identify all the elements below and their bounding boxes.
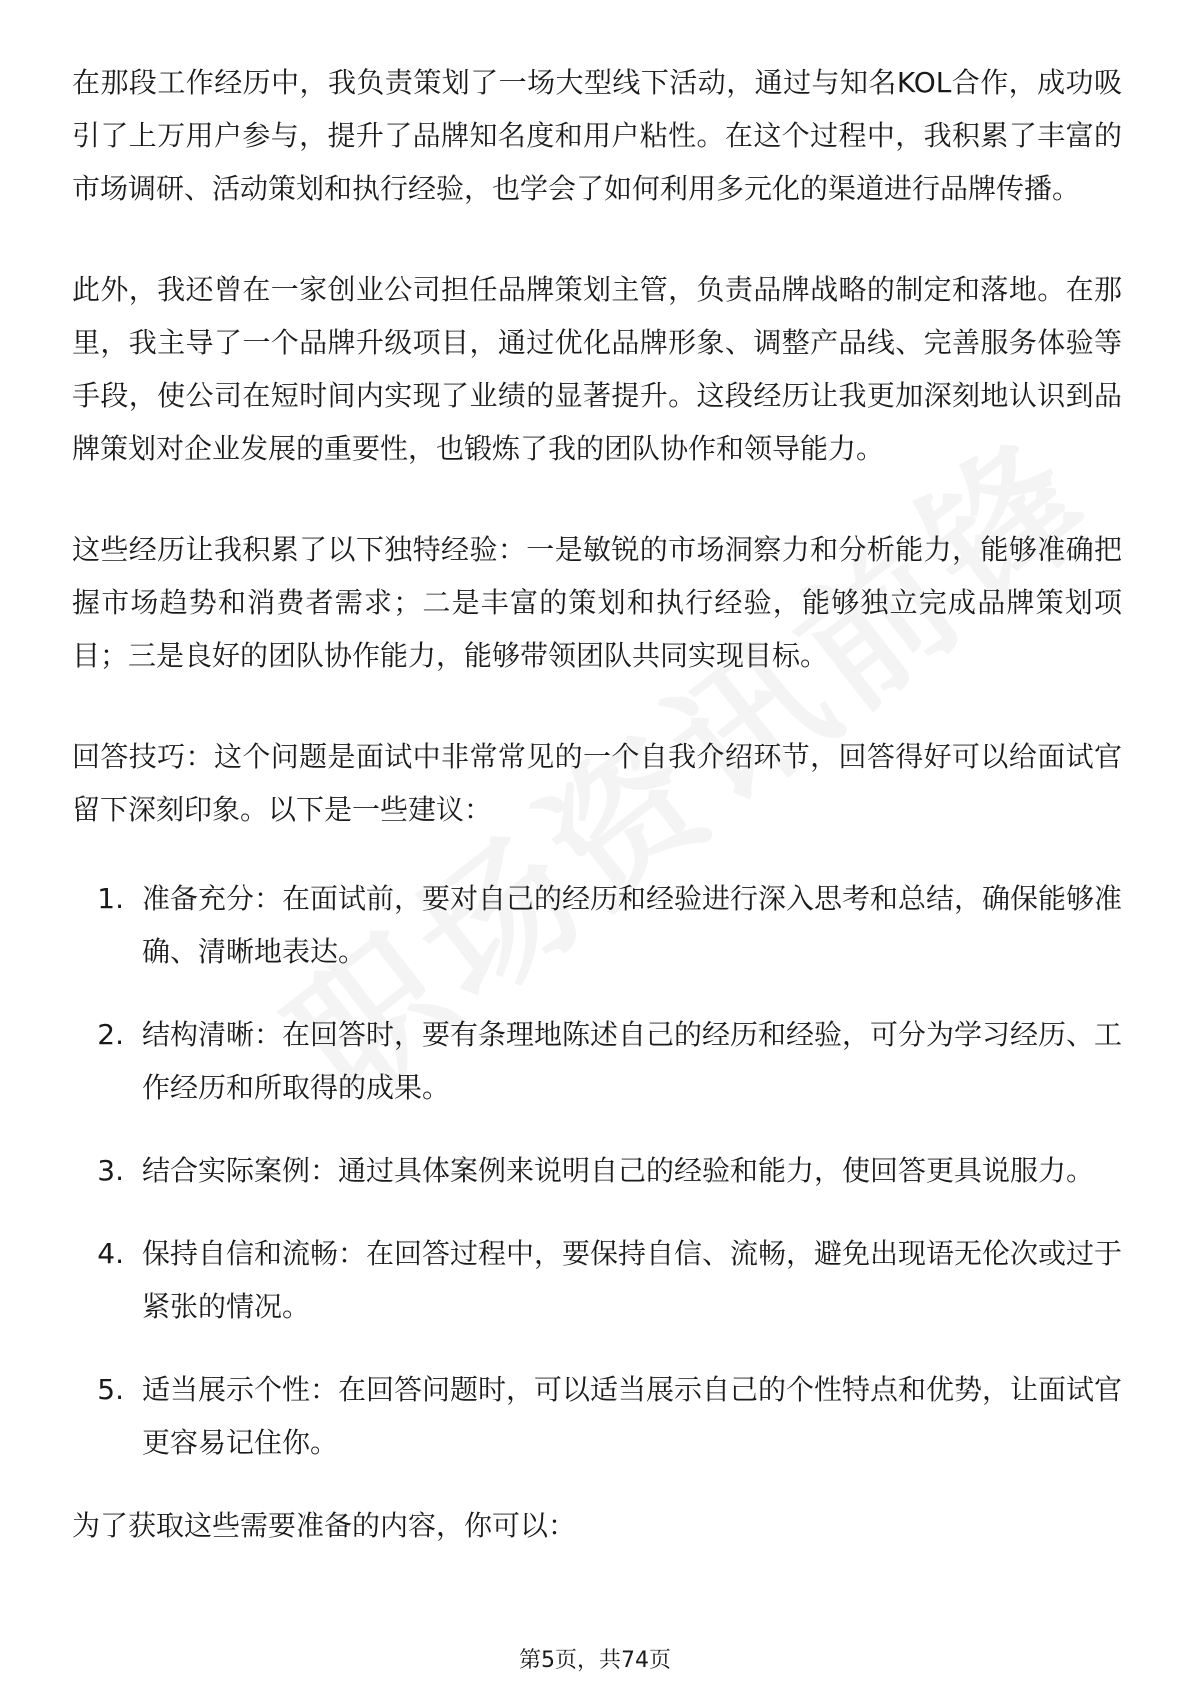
paragraph-startup-experience: 此外，我还曾在一家创业公司担任品牌策划主管，负责品牌战略的制定和落地。在那里，我主导了一个品牌升级项目，通过优化品牌形象、调整产品线、完善服务体验等手段，使公司在短时间内实现了业绩的显著提升。这段经历让我更加深刻地认识到品牌策划对企业发展的重要性，也锻炼了我的团队协作和领导能力。 bbox=[72, 273, 1122, 465]
page-content bbox=[72, 56, 1122, 1552]
paragraph-unique-experience: 这些经历让我积累了以下独特经验：一是敏锐的市场洞察力和分析能力，能够准确把握市场趋势和消费者需求；二是丰富的策划和执行经验，能够独立完成品牌策划项目；三是良好的团队协作能力，能够带领团队共同实现目标。 bbox=[72, 533, 1122, 672]
list-item-number: 4. bbox=[97, 1237, 124, 1270]
list-item bbox=[72, 1008, 1122, 1114]
tips-list bbox=[72, 872, 1122, 1469]
paragraph-answer-tips-intro: 回答技巧：这个问题是面试中非常常见的一个自我介绍环节，回答得好可以给面试官留下深刻印象。以下是一些建议： bbox=[72, 740, 1122, 826]
list-item-text: 适当展示个性：在回答问题时，可以适当展示自己的个性特点和优势，让面试官更容易记住你。 bbox=[142, 1373, 1123, 1459]
list-item bbox=[72, 1363, 1122, 1469]
list-item bbox=[72, 1144, 1122, 1197]
list-item-number: 1. bbox=[97, 882, 124, 915]
list-item-number: 2. bbox=[97, 1018, 124, 1051]
list-item bbox=[72, 872, 1122, 978]
list-item-text: 保持自信和流畅：在回答过程中，要保持自信、流畅，避免出现语无伦次或过于紧张的情况。 bbox=[142, 1237, 1123, 1323]
list-item-text: 准备充分：在面试前，要对自己的经历和经验进行深入思考和总结，确保能够准确、清晰地表达。 bbox=[142, 882, 1123, 968]
list-item-number: 5. bbox=[97, 1373, 124, 1406]
list-item-text: 结合实际案例：通过具体案例来说明自己的经验和能力，使回答更具说服力。 bbox=[142, 1154, 1095, 1187]
list-item bbox=[72, 1227, 1122, 1333]
page-number-footer: 第5页，共74页 bbox=[519, 1648, 671, 1673]
paragraph-work-experience: 在那段工作经历中，我负责策划了一场大型线下活动，通过与知名KOL合作，成功吸引了上万用户参与，提升了品牌知名度和用户粘性。在这个过程中，我积累了丰富的市场调研、活动策划和执行经验，也学会了如何利用多元化的渠道进行品牌传播。 bbox=[72, 66, 1122, 205]
closing-line: 为了获取这些需要准备的内容，你可以： bbox=[72, 1509, 577, 1542]
list-item-number: 3. bbox=[97, 1154, 124, 1187]
list-item-text: 结构清晰：在回答时，要有条理地陈述自己的经历和经验，可分为学习经历、工作经历和所取得的成果。 bbox=[142, 1018, 1123, 1104]
